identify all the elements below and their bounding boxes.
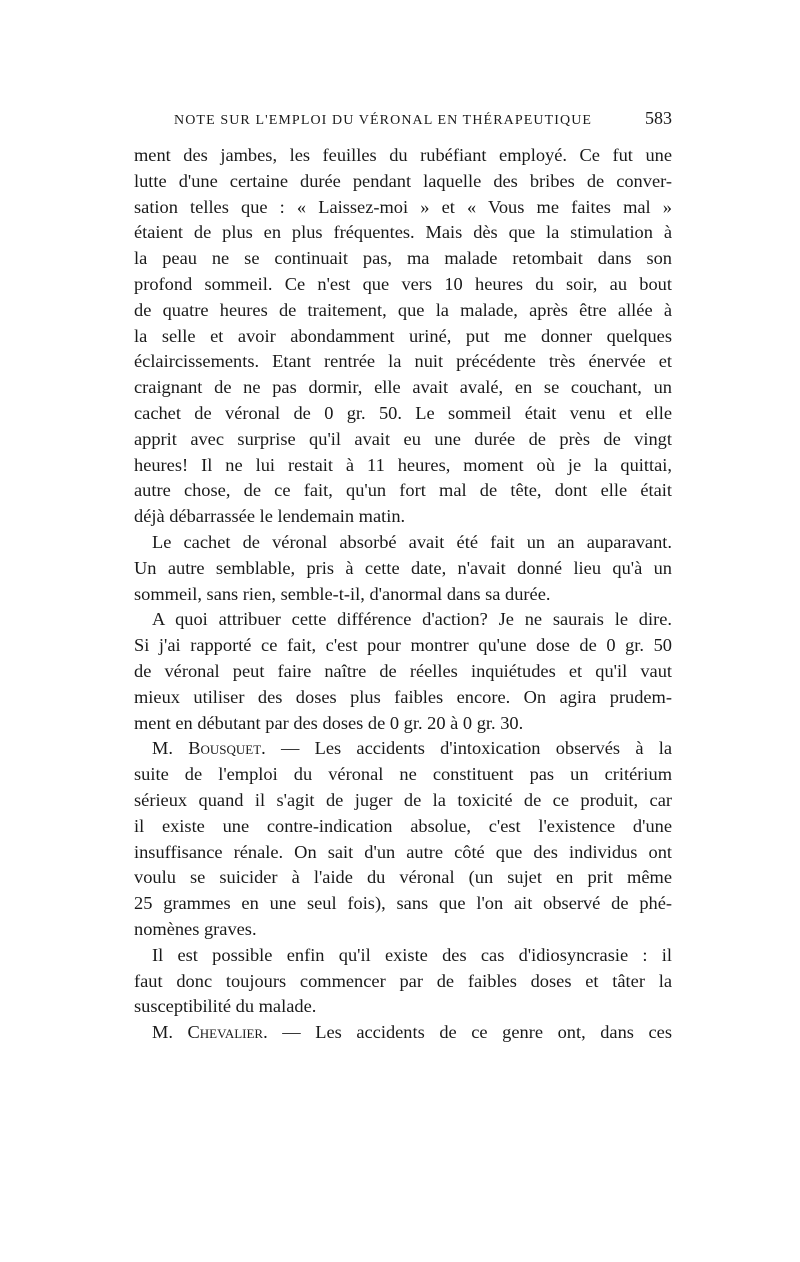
paragraph <box>134 530 672 607</box>
text-line <box>134 1020 672 1046</box>
text-line: profond sommeil. Ce n'est que vers 10 heures du soir, au bout <box>134 273 672 294</box>
speaker-name: M. Chevalier. <box>152 1022 268 1043</box>
text-line: étaient de plus en plus fréquentes. Mais dès que la stimulation à <box>134 222 672 243</box>
text-line: insuffisance rénale. On sait d'un autre côté que des individus ont <box>134 841 672 862</box>
speaker-remark: — Les accidents de ce genre ont, dans ces <box>267 1022 672 1043</box>
text-line: Le cachet de véronal absorbé avait été fait un an auparavant. <box>152 531 672 552</box>
text-line: de véronal peut faire naître de réelles inquiétudes et qu'il vaut <box>134 660 672 681</box>
text-line: 25 grammes en une seul fois), sans que l'on ait observé de phé- <box>134 893 672 914</box>
text-line: Un autre semblable, pris à cette date, n'avait donné lieu qu'à un <box>134 557 672 578</box>
page-number: 583 <box>645 108 672 128</box>
text-line: sommeil, sans rien, semble-t-il, d'anormal dans sa durée. <box>134 583 551 604</box>
text-line: la peau ne se continuait pas, ma malade retombait dans son <box>134 248 672 269</box>
speaker-name: M. Bousquet. <box>152 738 266 759</box>
running-head <box>134 108 672 129</box>
text-line: faut donc toujours commencer par de faibles doses et tâter la <box>134 970 672 991</box>
speaker-remark: — Les accidents d'intoxication observés à la <box>265 738 673 759</box>
paragraph <box>134 143 672 530</box>
text-line: mieux utiliser des doses plus faibles encore. On agira prudem- <box>134 686 672 707</box>
text-line <box>134 736 672 762</box>
text-line: lutte d'une certaine durée pendant laquelle des bribes de conver- <box>134 170 672 191</box>
text-line: voulu se suicider à l'aide du véronal (un sujet en prit même <box>134 867 672 888</box>
paragraph <box>134 943 672 1020</box>
text-line: nomènes graves. <box>134 918 257 939</box>
text-line: cachet de véronal de 0 gr. 50. Le sommeil était venu et elle <box>134 402 672 423</box>
running-title: NOTE SUR L'EMPLOI DU VÉRONAL EN THÉRAPEUTIQUE <box>174 113 593 128</box>
text-line: heures! Il ne lui restait à 11 heures, moment où je la quittai, <box>134 454 672 475</box>
paragraph <box>134 736 672 942</box>
text-line: Il est possible enfin qu'il existe des cas d'idiosyncrasie : il <box>152 944 672 965</box>
text-line: Si j'ai rapporté ce fait, c'est pour montrer qu'une dose de 0 gr. 50 <box>134 635 672 656</box>
text-line: il existe une contre-indication absolue, c'est l'existence d'une <box>134 815 672 836</box>
text-line: ment des jambes, les feuilles du rubéfiant employé. Ce fut une <box>134 145 672 165</box>
text-line: apprit avec surprise qu'il avait eu une durée de près de vingt <box>134 428 672 449</box>
text-line: autre chose, de ce fait, qu'un fort mal de tête, dont elle était <box>134 480 672 501</box>
text-line: suite de l'emploi du véronal ne constituent pas un critérium <box>134 764 672 785</box>
text-line: la selle et avoir abondamment uriné, put me donner quelques <box>134 325 672 346</box>
text-line: éclaircissements. Etant rentrée la nuit précédente très énervée et <box>134 351 672 372</box>
text-line: susceptibilité du malade. <box>134 996 317 1017</box>
body-text <box>134 143 672 1046</box>
text-line: déjà débarrassée le lendemain matin. <box>134 506 406 527</box>
text-line: ment en débutant par des doses de 0 gr. 20 à 0 gr. 30. <box>134 712 524 733</box>
text-line: de quatre heures de traitement, que la malade, après être allée à <box>134 299 672 320</box>
book-page <box>134 108 672 1046</box>
text-line: A quoi attribuer cette différence d'action? Je ne saurais le dire. <box>152 609 672 630</box>
paragraph <box>134 607 672 736</box>
text-line: sation telles que : « Laissez-moi » et « Vous me faites mal » <box>134 196 672 217</box>
text-line: craignant de ne pas dormir, elle avait avalé, en se couchant, un <box>134 377 672 398</box>
paragraph <box>134 1020 672 1046</box>
text-line: sérieux quand il s'agit de juger de la toxicité de ce produit, car <box>134 789 672 810</box>
